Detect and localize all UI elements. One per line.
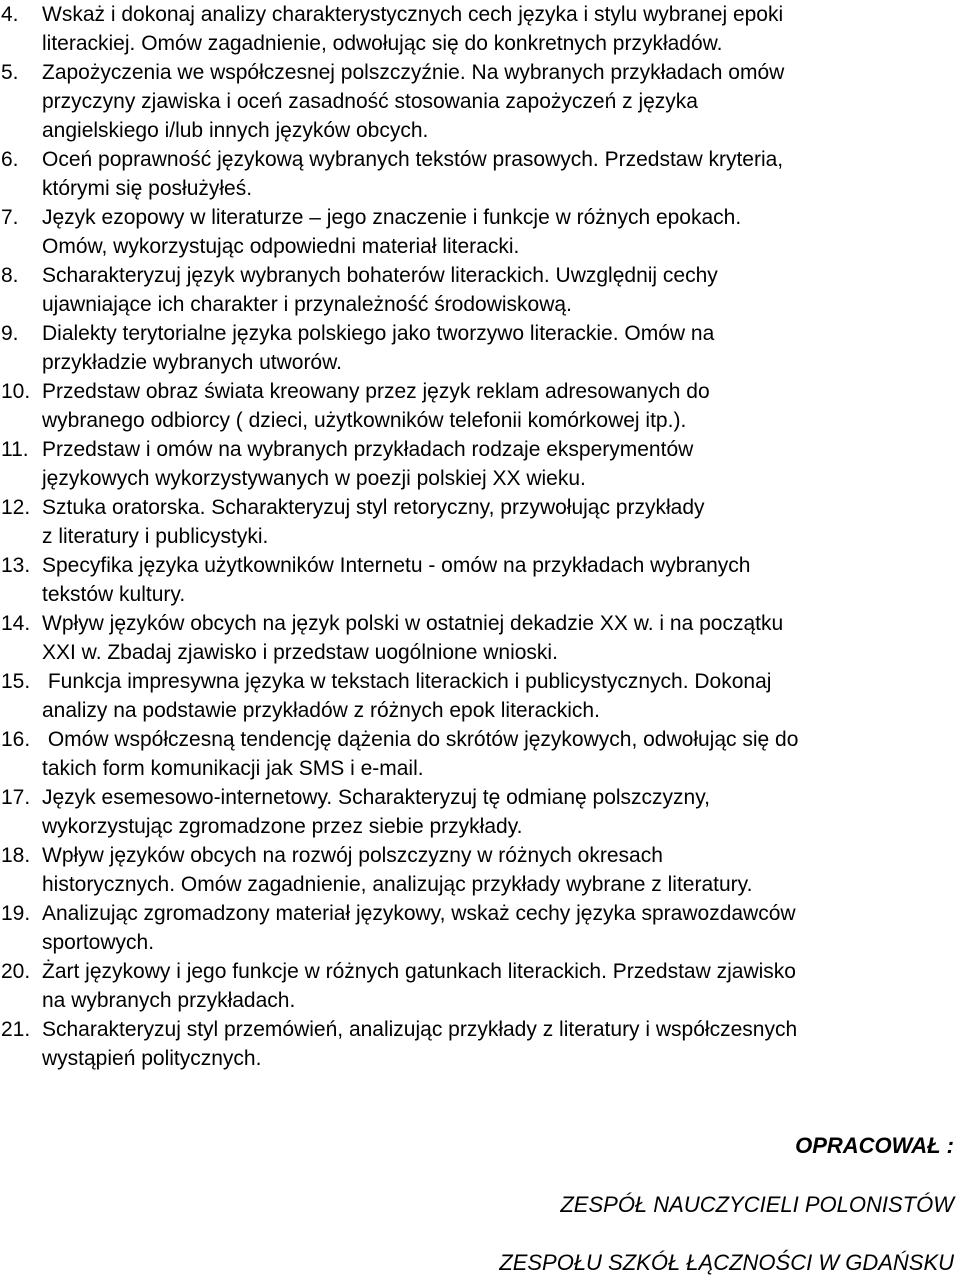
topic-text-line: Omów współczesną tendencję dążenia do skrótów językowych, odwołując się do xyxy=(42,728,799,751)
topic-item-16 xyxy=(0,725,799,783)
topic-text-line: angielskiego i/lub innych języków obcych. xyxy=(42,119,429,142)
topic-item-6 xyxy=(0,145,784,203)
topic-text-line: Wpływ języków obcych na rozwój polszczyzny w różnych okresach xyxy=(42,844,663,867)
topic-text-line: tekstów kultury. xyxy=(42,583,186,606)
topic-text-line: wystąpień politycznych. xyxy=(42,1047,262,1070)
topic-text-line: na wybranych przykładach. xyxy=(42,989,296,1012)
topic-number: 5. xyxy=(1,61,19,84)
topic-number: 7. xyxy=(1,206,19,229)
topic-text-line: Wskaż i dokonaj analizy charakterystycznych cech języka i stylu wybranej epoki xyxy=(42,3,784,26)
topic-text-line: sportowych. xyxy=(42,931,155,954)
topic-text-line: którymi się posłużyłeś. xyxy=(42,177,253,200)
topic-text-line: przykładzie wybranych utworów. xyxy=(42,351,342,374)
topic-number: 8. xyxy=(1,264,19,287)
topic-number: 10. xyxy=(1,380,31,403)
topic-text-line: z literatury i publicystyki. xyxy=(42,525,269,548)
topic-text-line: Analizując zgromadzony materiał językowy, wskaż cechy języka sprawozdawców xyxy=(42,902,796,925)
topic-item-20 xyxy=(0,957,796,1015)
topic-item-7 xyxy=(0,203,742,261)
topic-item-9 xyxy=(0,319,715,377)
topic-text-line: Przedstaw i omów na wybranych przykładach rodzaje eksperymentów xyxy=(42,438,694,461)
topic-text-line: Wpływ języków obcych na język polski w ostatniej dekadzie XX w. i na początku xyxy=(42,612,784,635)
topic-number: 20. xyxy=(1,960,31,983)
topic-text-line: historycznych. Omów zagadnienie, analizując przykłady wybrane z literatury. xyxy=(42,873,753,896)
topic-text-line: Specyfika języka użytkowników Internetu - omów na przykładach wybranych xyxy=(42,554,751,577)
topic-text-line: Sztuka oratorska. Scharakteryzuj styl retoryczny, przywołując przykłady xyxy=(42,496,705,519)
topic-item-18 xyxy=(0,841,753,899)
topic-item-11 xyxy=(0,435,694,493)
topic-text-line: Scharakteryzuj styl przemówień, analizując przykłady z literatury i współczesnych xyxy=(42,1018,798,1041)
topic-number: 15. xyxy=(1,670,31,693)
topic-text-line: Żart językowy i jego funkcje w różnych gatunkach literackich. Przedstaw zjawisko xyxy=(42,960,796,983)
topic-item-13 xyxy=(0,551,751,609)
topic-text-line: literackiej. Omów zagadnienie, odwołując się do konkretnych przykładów. xyxy=(42,32,723,55)
topic-number: 16. xyxy=(1,728,31,751)
topic-number: 11. xyxy=(1,438,29,461)
topic-item-10 xyxy=(0,377,710,435)
topic-text-line: ujawniające ich charakter i przynależność środowiskową. xyxy=(42,293,572,316)
topic-text-line: Zapożyczenia we współczesnej polszczyźnie. Na wybranych przykładach omów xyxy=(42,61,785,84)
topic-text-line: Dialekty terytorialne języka polskiego jako tworzywo literackie. Omów na xyxy=(42,322,715,345)
topic-number: 12. xyxy=(1,496,31,519)
signature-team: ZESPÓŁ NAUCZYCIELI POLONISTÓW xyxy=(560,1192,954,1217)
topic-text-line: XXI w. Zbadaj zjawisko i przedstaw uogólnione wnioski. xyxy=(42,641,558,664)
topic-text-line: Język esemesowo-internetowy. Scharakteryzuj tę odmianę polszczyzny, xyxy=(42,786,711,809)
topic-item-15 xyxy=(0,667,772,725)
topic-item-14 xyxy=(0,609,784,667)
topic-number: 19. xyxy=(1,902,31,925)
topic-text-line: językowych wykorzystywanych w poezji polskiej XX wieku. xyxy=(42,467,586,490)
topic-text-line: wykorzystując zgromadzone przez siebie przykłady. xyxy=(42,815,523,838)
topic-number: 21. xyxy=(1,1018,31,1041)
topic-item-21 xyxy=(0,1015,798,1073)
topic-text-line: Język ezopowy w literaturze – jego znaczenie i funkcje w różnych epokach. xyxy=(42,206,742,229)
topic-text-line: Scharakteryzuj język wybranych bohaterów literackich. Uwzględnij cechy xyxy=(42,264,718,287)
topic-text-line: przyczyny zjawiska i oceń zasadność stosowania zapożyczeń z języka xyxy=(42,90,698,113)
topic-number: 6. xyxy=(1,148,19,171)
topic-number: 14. xyxy=(1,612,31,635)
topic-text-line: Oceń poprawność językową wybranych tekstów prasowych. Przedstaw kryteria, xyxy=(42,148,784,171)
topic-item-12 xyxy=(0,493,705,551)
topic-number: 18. xyxy=(1,844,31,867)
topic-item-5 xyxy=(0,58,785,142)
signature-school: ZESPOŁU SZKÓŁ ŁĄCZNOŚCI W GDAŃSKU xyxy=(499,1250,954,1275)
topic-item-19 xyxy=(0,899,796,957)
topic-text-line: Omów, wykorzystując odpowiedni materiał literacki. xyxy=(42,235,520,258)
topic-text-line: wybranego odbiorcy ( dzieci, użytkowników telefonii komórkowej itp.). xyxy=(42,409,687,432)
topic-number: 9. xyxy=(1,322,19,345)
signature-heading: OPRACOWAŁ : xyxy=(795,1133,954,1158)
topic-number: 13. xyxy=(1,554,31,577)
topic-number: 4. xyxy=(1,3,19,26)
topic-item-8 xyxy=(0,261,718,319)
topic-text-line: takich form komunikacji jak SMS i e-mail. xyxy=(42,757,424,780)
topic-item-4 xyxy=(0,0,784,58)
topic-text-line: analizy na podstawie przykładów z różnych epok literackich. xyxy=(42,699,600,722)
topic-item-17 xyxy=(0,783,711,841)
topic-number: 17. xyxy=(1,786,31,809)
topic-text-line: Funkcja impresywna języka w tekstach literackich i publicystycznych. Dokonaj xyxy=(42,670,772,693)
topic-text-line: Przedstaw obraz świata kreowany przez język reklam adresowanych do xyxy=(42,380,710,403)
